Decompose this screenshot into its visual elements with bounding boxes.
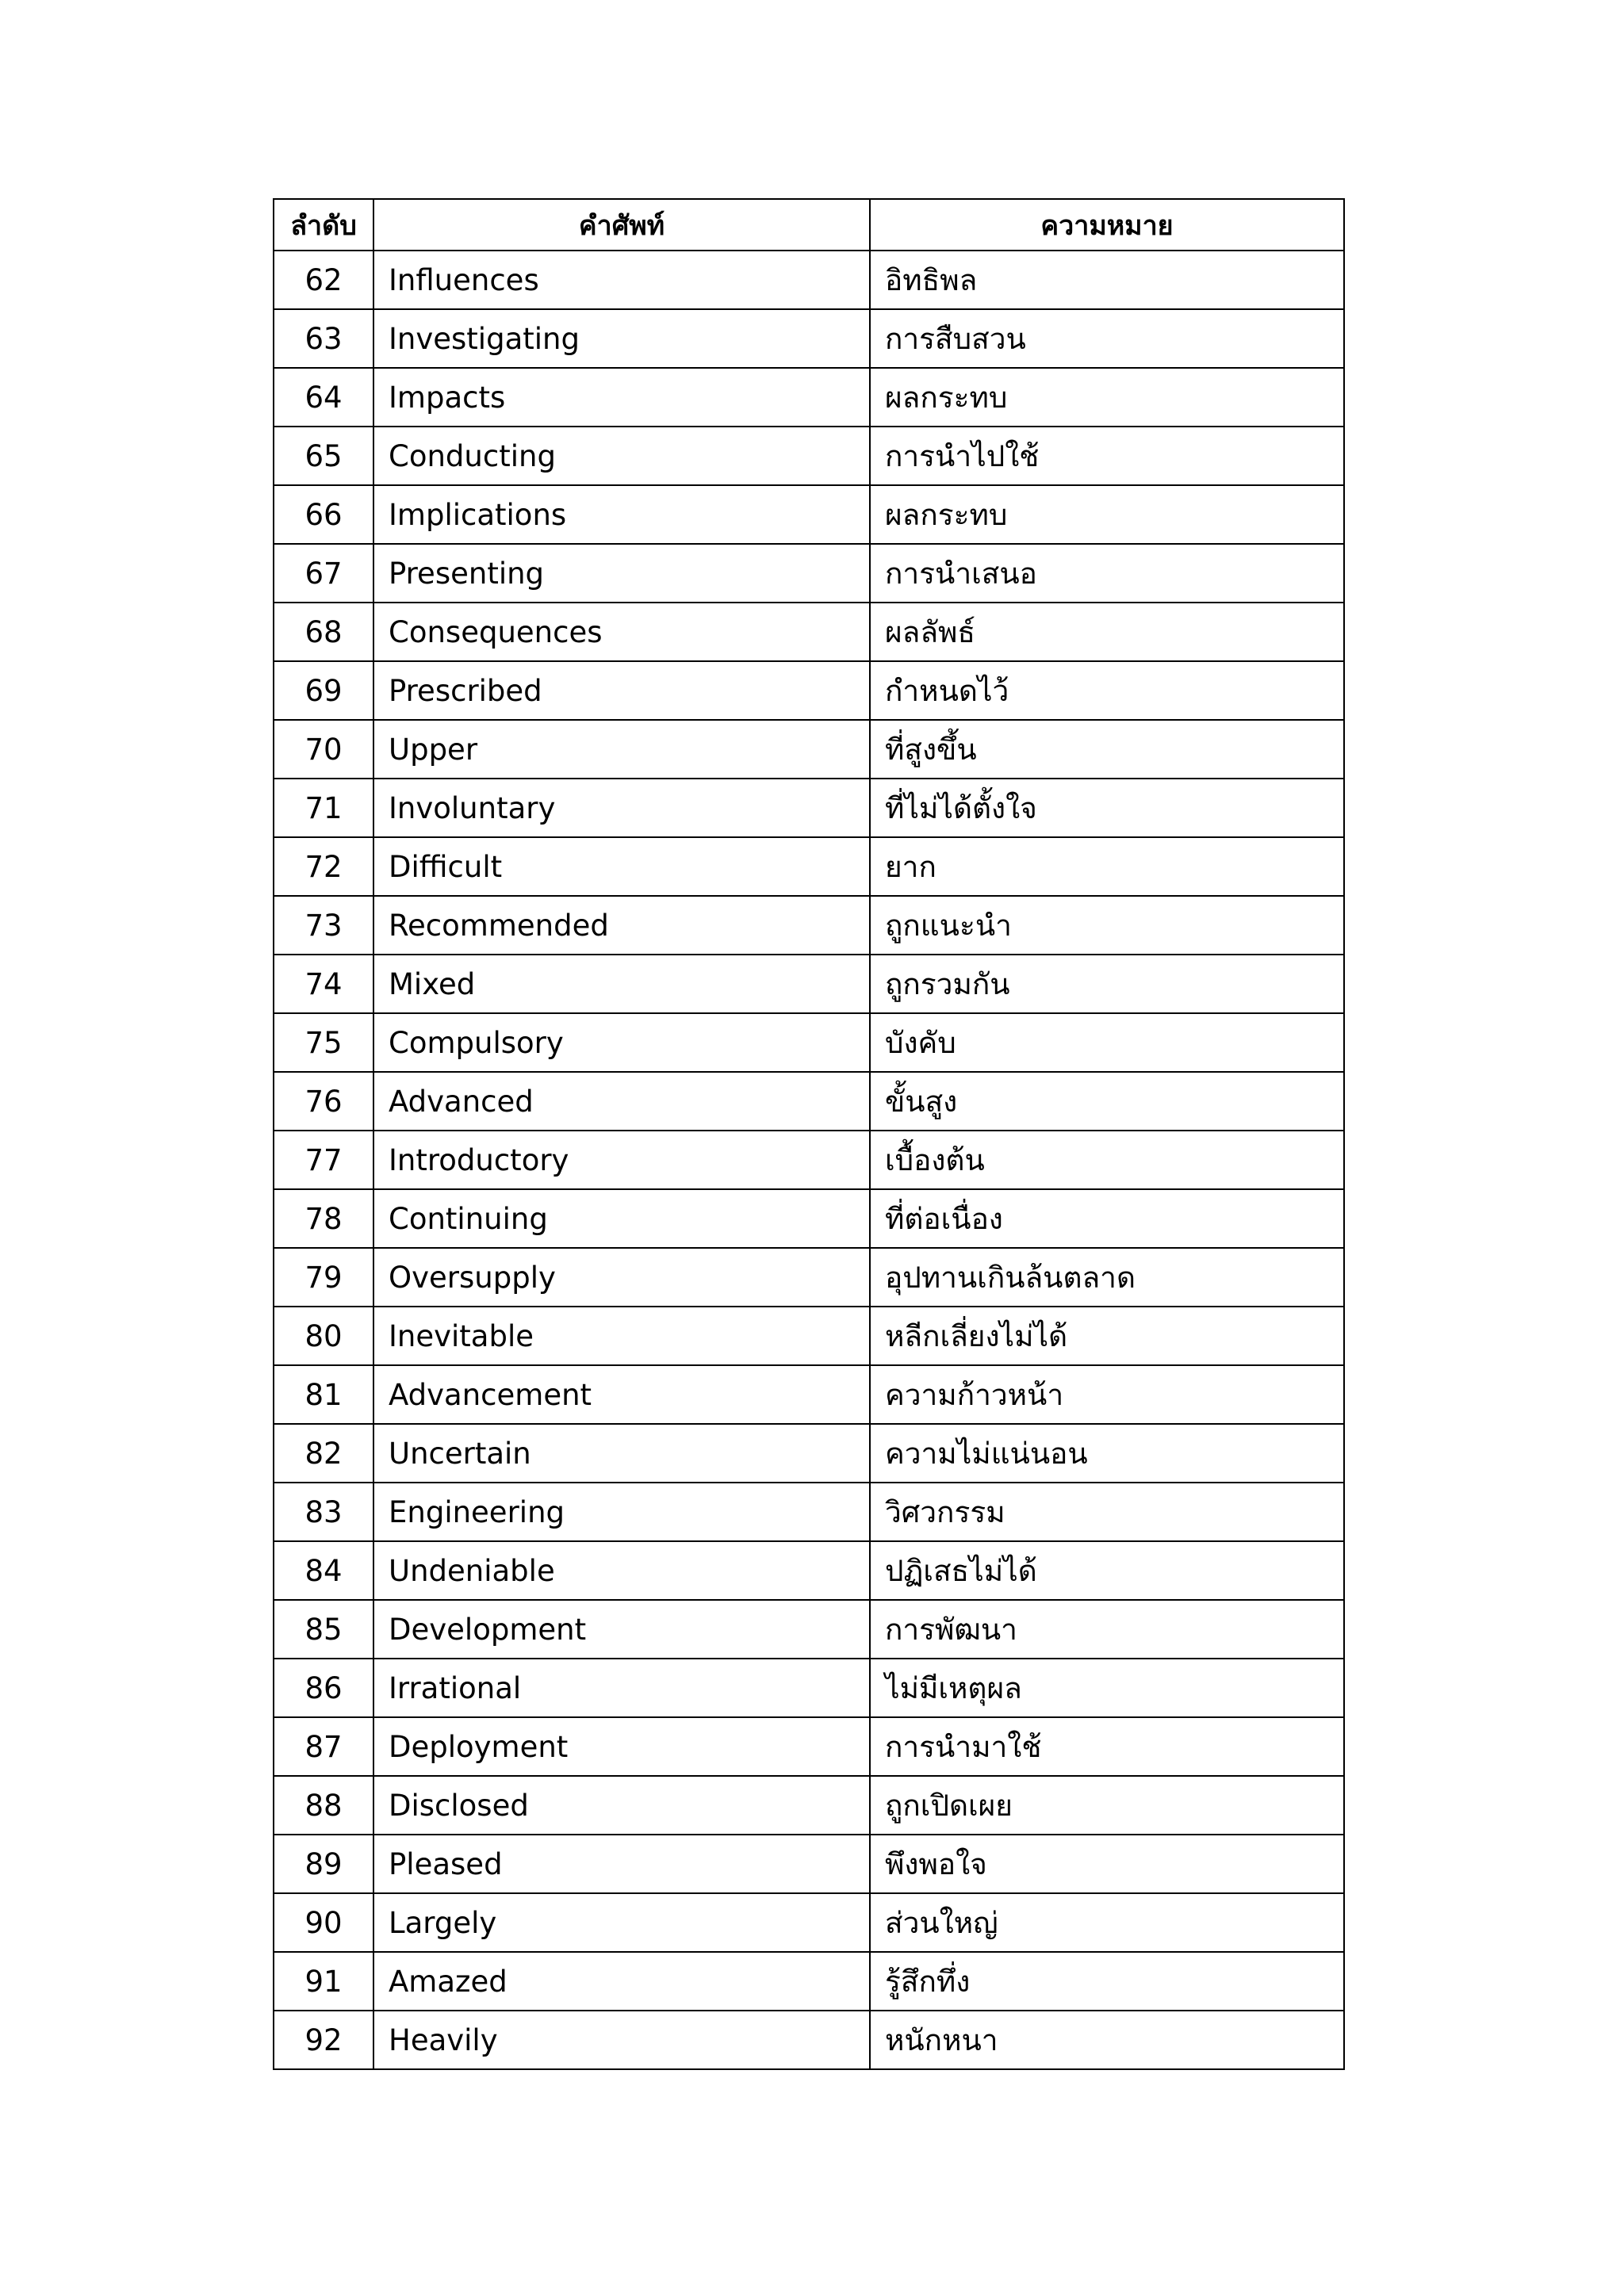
word-meaning: ส่วนใหญ่ xyxy=(870,1893,1344,1952)
row-number: 64 xyxy=(274,368,373,427)
vocabulary-word: Introductory xyxy=(373,1131,870,1189)
vocabulary-word: Inevitable xyxy=(373,1307,870,1365)
table-row xyxy=(274,837,1344,896)
row-number: 70 xyxy=(274,720,373,779)
row-number: 75 xyxy=(274,1013,373,1072)
row-number: 78 xyxy=(274,1189,373,1248)
table-row xyxy=(274,1776,1344,1835)
row-number: 79 xyxy=(274,1248,373,1307)
word-meaning: ความไม่แน่นอน xyxy=(870,1424,1344,1483)
vocabulary-word: Impacts xyxy=(373,368,870,427)
table-row xyxy=(274,603,1344,661)
word-meaning: ขั้นสูง xyxy=(870,1072,1344,1131)
row-number: 86 xyxy=(274,1659,373,1717)
table-row xyxy=(274,1189,1344,1248)
row-number: 87 xyxy=(274,1717,373,1776)
vocabulary-word: Uncertain xyxy=(373,1424,870,1483)
table-row xyxy=(274,1131,1344,1189)
table-row xyxy=(274,251,1344,309)
row-number: 89 xyxy=(274,1835,373,1893)
word-meaning: หลีกเลี่ยงไม่ได้ xyxy=(870,1307,1344,1365)
table-body xyxy=(274,251,1344,2069)
vocabulary-word: Oversupply xyxy=(373,1248,870,1307)
table-row xyxy=(274,1307,1344,1365)
table-row xyxy=(274,544,1344,603)
vocabulary-word: Prescribed xyxy=(373,661,870,720)
table-row xyxy=(274,661,1344,720)
word-meaning: ผลกระทบ xyxy=(870,485,1344,544)
row-number: 66 xyxy=(274,485,373,544)
row-number: 63 xyxy=(274,309,373,368)
table-row xyxy=(274,309,1344,368)
table-row xyxy=(274,1013,1344,1072)
header-meaning: ความหมาย xyxy=(870,199,1344,251)
row-number: 90 xyxy=(274,1893,373,1952)
table-row xyxy=(274,1248,1344,1307)
vocabulary-word: Upper xyxy=(373,720,870,779)
table-header xyxy=(274,199,1344,251)
table-row xyxy=(274,1835,1344,1893)
table-row xyxy=(274,896,1344,955)
word-meaning: ยาก xyxy=(870,837,1344,896)
row-number: 62 xyxy=(274,251,373,309)
row-number: 76 xyxy=(274,1072,373,1131)
header-word: คำศัพท์ xyxy=(373,199,870,251)
word-meaning: ไม่มีเหตุผล xyxy=(870,1659,1344,1717)
header-row xyxy=(274,199,1344,251)
row-number: 77 xyxy=(274,1131,373,1189)
vocabulary-word: Mixed xyxy=(373,955,870,1013)
row-number: 72 xyxy=(274,837,373,896)
word-meaning: ที่ต่อเนื่อง xyxy=(870,1189,1344,1248)
row-number: 74 xyxy=(274,955,373,1013)
row-number: 84 xyxy=(274,1541,373,1600)
row-number: 69 xyxy=(274,661,373,720)
word-meaning: บังคับ xyxy=(870,1013,1344,1072)
table-row xyxy=(274,1072,1344,1131)
vocabulary-word: Influences xyxy=(373,251,870,309)
word-meaning: ถูกรวมกัน xyxy=(870,955,1344,1013)
table-row xyxy=(274,779,1344,837)
row-number: 73 xyxy=(274,896,373,955)
vocabulary-word: Investigating xyxy=(373,309,870,368)
word-meaning: ผลกระทบ xyxy=(870,368,1344,427)
row-number: 65 xyxy=(274,427,373,485)
vocabulary-word: Difficult xyxy=(373,837,870,896)
vocabulary-word: Heavily xyxy=(373,2011,870,2069)
word-meaning: ปฏิเสธไม่ได้ xyxy=(870,1541,1344,1600)
vocabulary-word: Presenting xyxy=(373,544,870,603)
table-row xyxy=(274,368,1344,427)
row-number: 83 xyxy=(274,1483,373,1541)
row-number: 67 xyxy=(274,544,373,603)
word-meaning: การนำไปใช้ xyxy=(870,427,1344,485)
row-number: 92 xyxy=(274,2011,373,2069)
word-meaning: ความก้าวหน้า xyxy=(870,1365,1344,1424)
word-meaning: การพัฒนา xyxy=(870,1600,1344,1659)
vocabulary-word: Conducting xyxy=(373,427,870,485)
table-row xyxy=(274,1424,1344,1483)
table-row xyxy=(274,1659,1344,1717)
vocabulary-word: Advancement xyxy=(373,1365,870,1424)
table-row xyxy=(274,1541,1344,1600)
row-number: 80 xyxy=(274,1307,373,1365)
row-number: 71 xyxy=(274,779,373,837)
vocabulary-table xyxy=(273,198,1345,2070)
row-number: 91 xyxy=(274,1952,373,2011)
table-row xyxy=(274,1717,1344,1776)
row-number: 81 xyxy=(274,1365,373,1424)
vocabulary-word: Deployment xyxy=(373,1717,870,1776)
table-row xyxy=(274,955,1344,1013)
vocabulary-word: Involuntary xyxy=(373,779,870,837)
word-meaning: เบื้องต้น xyxy=(870,1131,1344,1189)
word-meaning: ที่สูงขึ้น xyxy=(870,720,1344,779)
header-number: ลำดับ xyxy=(274,199,373,251)
word-meaning: วิศวกรรม xyxy=(870,1483,1344,1541)
table-row xyxy=(274,720,1344,779)
table-row xyxy=(274,1483,1344,1541)
vocabulary-word: Compulsory xyxy=(373,1013,870,1072)
word-meaning: อิทธิพล xyxy=(870,251,1344,309)
table-row xyxy=(274,1952,1344,2011)
vocabulary-word: Irrational xyxy=(373,1659,870,1717)
vocabulary-word: Consequences xyxy=(373,603,870,661)
table-row xyxy=(274,1600,1344,1659)
vocabulary-word: Undeniable xyxy=(373,1541,870,1600)
table-row xyxy=(274,1893,1344,1952)
vocabulary-word: Continuing xyxy=(373,1189,870,1248)
row-number: 88 xyxy=(274,1776,373,1835)
word-meaning: ถูกแนะนำ xyxy=(870,896,1344,955)
row-number: 82 xyxy=(274,1424,373,1483)
word-meaning: ถูกเปิดเผย xyxy=(870,1776,1344,1835)
vocabulary-word: Largely xyxy=(373,1893,870,1952)
word-meaning: พึงพอใจ xyxy=(870,1835,1344,1893)
table-row xyxy=(274,485,1344,544)
word-meaning: ผลลัพธ์ xyxy=(870,603,1344,661)
word-meaning: การสืบสวน xyxy=(870,309,1344,368)
table-row xyxy=(274,427,1344,485)
vocabulary-word: Amazed xyxy=(373,1952,870,2011)
vocabulary-word: Advanced xyxy=(373,1072,870,1131)
word-meaning: หนักหนา xyxy=(870,2011,1344,2069)
vocabulary-word: Pleased xyxy=(373,1835,870,1893)
table-row xyxy=(274,2011,1344,2069)
row-number: 85 xyxy=(274,1600,373,1659)
word-meaning: รู้สึกทึ่ง xyxy=(870,1952,1344,2011)
word-meaning: กำหนดไว้ xyxy=(870,661,1344,720)
word-meaning: การนำเสนอ xyxy=(870,544,1344,603)
vocabulary-word: Implications xyxy=(373,485,870,544)
word-meaning: การนำมาใช้ xyxy=(870,1717,1344,1776)
vocabulary-word: Disclosed xyxy=(373,1776,870,1835)
word-meaning: อุปทานเกินล้นตลาด xyxy=(870,1248,1344,1307)
table-row xyxy=(274,1365,1344,1424)
vocabulary-word: Development xyxy=(373,1600,870,1659)
word-meaning: ที่ไม่ได้ตั้งใจ xyxy=(870,779,1344,837)
vocabulary-word: Recommended xyxy=(373,896,870,955)
row-number: 68 xyxy=(274,603,373,661)
vocabulary-word: Engineering xyxy=(373,1483,870,1541)
